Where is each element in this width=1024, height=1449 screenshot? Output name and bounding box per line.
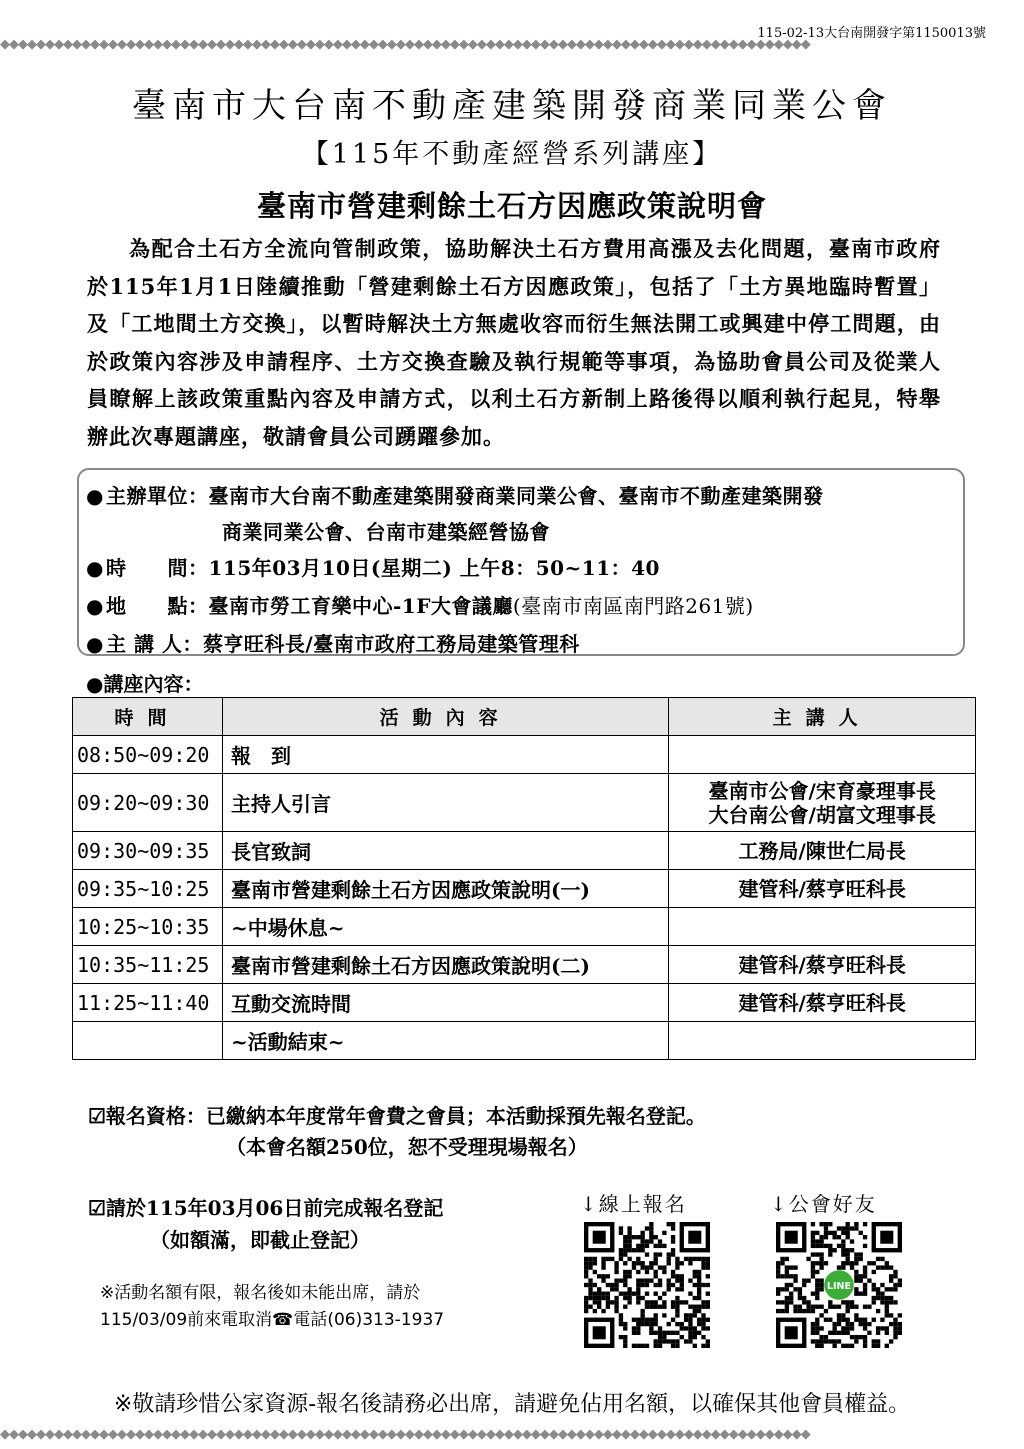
schedule-speaker-cell xyxy=(669,1022,976,1060)
registration-quota: （本會名額250位，恕不受理現場報名） xyxy=(226,1135,588,1159)
line-friend-qr-code[interactable] xyxy=(776,1222,902,1348)
schedule-activity-cell: 長官致詞 xyxy=(222,832,668,870)
schedule-speaker-cell: 建管科/蔡亨旺科長 xyxy=(669,946,976,984)
place-row xyxy=(86,590,754,619)
time-row xyxy=(86,552,660,581)
schedule-activity-cell: 臺南市營建剩餘土石方因應政策說明(一) xyxy=(222,870,668,908)
speaker-line: 大台南公會/胡富文理事長 xyxy=(708,802,936,827)
schedule-time-cell: 11:25~11:40 xyxy=(73,984,223,1022)
time-value: 115年03月10日(星期二) 上午8：50~11：40 xyxy=(208,556,660,580)
schedule-speaker-cell xyxy=(669,774,976,832)
registration-eligibility: ☑報名資格：已繳納本年度常年會費之會員；本活動採預先報名登記。 xyxy=(88,1104,706,1128)
line-logo-text: LINE xyxy=(826,1280,852,1292)
schedule-speaker-cell xyxy=(669,908,976,946)
cancel-note-line1: ※活動名額有限，報名後如未能出席，請於 xyxy=(100,1283,421,1303)
event-title: 臺南市營建剩餘土石方因應政策說明會 xyxy=(256,189,767,223)
schedule-row xyxy=(73,984,976,1022)
schedule-activity-cell: 報 到 xyxy=(222,736,668,774)
top-border-decoration: ◆◆◆◆◆◆◆◆◆◆◆◆◆◆◆◆◆◆◆◆◆◆◆◆◆◆◆◆◆◆◆◆◆◆◆◆◆◆◆◆◆◆◆◆◆◆◆◆◆◆◆◆◆◆◆◆◆◆◆◆◆◆◆◆◆◆◆◆◆◆◆◆◆◆◆◆◆◆◆◆◆◆◆◆◆◆◆◆◆◆ xyxy=(0,38,810,52)
place-address: (臺南市南區南門路261號) xyxy=(512,594,754,618)
bullet: ● xyxy=(86,556,104,580)
schedule-time-cell: 09:35~10:25 xyxy=(73,870,223,908)
schedule-activity-cell: ~中場休息~ xyxy=(222,908,668,946)
schedule-time-cell: 08:50~09:20 xyxy=(73,736,223,774)
schedule-row xyxy=(73,946,976,984)
schedule-row xyxy=(73,1022,976,1060)
time-label: 時 間： xyxy=(106,556,209,580)
schedule-activity-cell: 互動交流時間 xyxy=(222,984,668,1022)
bullet: ● xyxy=(86,484,104,508)
organizer-label: 主辦單位： xyxy=(106,484,209,508)
place-label: 地 點： xyxy=(106,594,209,618)
organizer-value: 臺南市大台南不動產建築開發商業同業公會、臺南市不動產建築開發 xyxy=(208,484,824,508)
header-activity: 活動內容 xyxy=(222,698,668,736)
schedule-speaker-cell xyxy=(669,736,976,774)
online-registration-label: ↓線上報名 xyxy=(580,1192,687,1216)
organizer-value-continued: 商業同業公會、台南市建築經營協會 xyxy=(222,520,550,544)
content-label: ●講座內容： xyxy=(86,672,204,696)
schedule-speaker-cell: 建管科/蔡亨旺科長 xyxy=(669,870,976,908)
schedule-activity-cell: ~活動結束~ xyxy=(222,1022,668,1060)
schedule-row xyxy=(73,774,976,832)
series-title: 【115年不動產經營系列講座】 xyxy=(301,139,723,170)
line-friend-label: ↓公會好友 xyxy=(770,1192,877,1216)
schedule-header-row xyxy=(73,698,976,736)
speaker-line: 臺南市公會/宋育豪理事長 xyxy=(708,778,936,803)
document-number: 115-02-13大台南開發字第1150013號 xyxy=(757,26,986,41)
header-time: 時間 xyxy=(73,698,223,736)
footer-notice: ※敬請珍惜公家資源-報名後請務必出席，請避免佔用名額，以確保其他會員權益。 xyxy=(113,1392,911,1417)
speaker-value: 蔡亨旺科長/臺南市政府工務局建築管理科 xyxy=(202,632,580,656)
intro-paragraph: 為配合土石方全流向管制政策，協助解決土石方費用高漲及去化問題，臺南市政府於115年1月1日陸續推動「營建剩餘土石方因應政策」，包括了「土方異地臨時暫置」及「工地間土方交換」，以暫時解決土方無處收容而衍生無法開工或興建中停工問題，由於政策內容涉及申請程序、土方交換查驗及執行規範等事項，為協助會員公司及從業人員瞭解上該政策重點內容及申請方式，以利土石方新制上路後得以順利執行起見，特舉辦此次專題講座，敬請會員公司踴躍參加。 xyxy=(87,236,941,449)
organizer-row xyxy=(86,480,824,509)
bullet: ● xyxy=(86,632,104,656)
schedule-table xyxy=(72,697,976,1060)
registration-full-note: （如額滿，即截止登記） xyxy=(150,1228,370,1252)
schedule-row xyxy=(73,736,976,774)
schedule-time-cell: 09:20~09:30 xyxy=(73,774,223,832)
bullet: ● xyxy=(86,594,104,618)
place-value: 臺南市勞工育樂中心-1F大會議廳 xyxy=(208,594,513,618)
speaker-label: 主 講 人： xyxy=(106,632,203,656)
schedule-speaker-cell: 工務局/陳世仁局長 xyxy=(669,832,976,870)
schedule-time-cell: 10:25~10:35 xyxy=(73,908,223,946)
schedule-row xyxy=(73,908,976,946)
schedule-row xyxy=(73,832,976,870)
cancel-note-line2: 115/03/09前來電取消☎電話(06)313-1937 xyxy=(100,1310,445,1330)
header-speaker: 主講人 xyxy=(669,698,976,736)
schedule-speaker-cell: 建管科/蔡亨旺科長 xyxy=(669,984,976,1022)
schedule-time-cell: 09:30~09:35 xyxy=(73,832,223,870)
schedule-time-cell: 10:35~11:25 xyxy=(73,946,223,984)
speaker-row xyxy=(86,628,580,657)
online-registration-qr-code[interactable] xyxy=(584,1222,710,1348)
schedule-activity-cell: 主持人引言 xyxy=(222,774,668,832)
registration-deadline: ☑請於115年03月06日前完成報名登記 xyxy=(88,1196,444,1220)
schedule-activity-cell: 臺南市營建剩餘土石方因應政策說明(二) xyxy=(222,946,668,984)
organization-title: 臺南市大台南不動產建築開發商業同業公會 xyxy=(132,86,892,126)
bottom-border-decoration: ◆◆◆◆◆◆◆◆◆◆◆◆◆◆◆◆◆◆◆◆◆◆◆◆◆◆◆◆◆◆◆◆◆◆◆◆◆◆◆◆◆◆◆◆◆◆◆◆◆◆◆◆◆◆◆◆◆◆◆◆◆◆◆◆◆◆◆◆◆◆◆◆◆◆◆◆◆◆◆◆◆◆◆◆◆◆◆◆◆◆ xyxy=(0,1428,810,1442)
schedule-time-cell xyxy=(73,1022,223,1060)
schedule-row xyxy=(73,870,976,908)
